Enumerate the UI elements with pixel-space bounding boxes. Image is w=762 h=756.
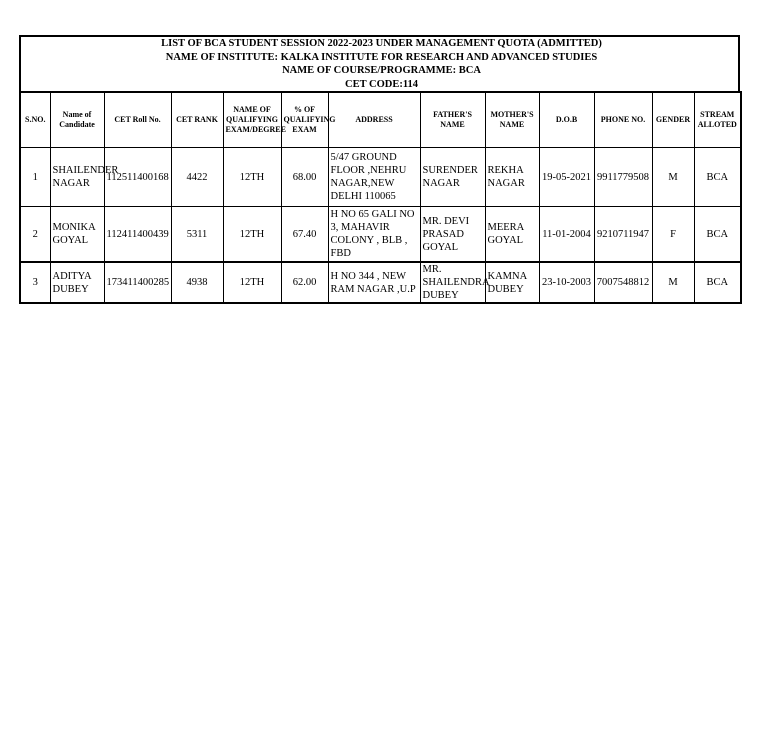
cell-father: MR. DEVI PRASAD GOYAL [420,207,485,263]
cell-stream: BCA [694,207,741,263]
cell-dob: 23-10-2003 [539,262,594,303]
cell-exam: 12TH [223,262,281,303]
title-line-2: NAME OF INSTITUTE: KALKA INSTITUTE FOR RESEARCH AND ADVANCED STUDIES [165,51,598,63]
table-row [20,207,741,263]
cell-percent: 62.00 [281,262,328,303]
col-header-dob: D.O.B [539,92,594,148]
cell-sno: 2 [20,207,50,263]
col-header-percent: % OF QUALIFYING EXAM [281,92,328,148]
col-header-phone: PHONE NO. [594,92,652,148]
col-header-stream: STREAM ALLOTED [694,92,741,148]
col-header-gender: GENDER [652,92,694,148]
cell-father: SURENDER NAGAR [420,148,485,207]
cell-stream: BCA [694,262,741,303]
cell-gender: M [652,262,694,303]
cell-rank: 4938 [171,262,223,303]
col-header-name: Name of Candidate [50,92,104,148]
cell-phone: 9210711947 [594,207,652,263]
cell-phone: 7007548812 [594,262,652,303]
cell-gender: M [652,148,694,207]
table-row [20,148,741,207]
cell-exam: 12TH [223,148,281,207]
cell-mother: REKHA NAGAR [485,148,539,207]
cell-phone: 9911779508 [594,148,652,207]
col-header-address: ADDRESS [328,92,420,148]
title-line-1: LIST OF BCA STUDENT SESSION 2022-2023 UNDER MANAGEMENT QUOTA (ADMITTED) [161,38,602,49]
cell-mother: MEERA GOYAL [485,207,539,263]
cell-roll: 112411400439 [104,207,171,263]
cell-roll: 112511400168 [104,148,171,207]
title-line-4: CET CODE:114 [344,78,419,90]
cell-sno: 3 [20,262,50,303]
cell-gender: F [652,207,694,263]
cell-rank: 5311 [171,207,223,263]
cell-sno: 1 [20,148,50,207]
cell-name: ADITYA DUBEY [50,262,104,303]
cell-address: 5/47 GROUND FLOOR ,NEHRU NAGAR,NEW DELHI 110065 [328,148,420,207]
col-header-mother: MOTHER'S NAME [485,92,539,148]
col-header-sno: S.NO. [20,92,50,148]
header-row [20,92,741,148]
cell-father: MR. SHAILENDRA DUBEY [420,262,485,303]
cell-dob: 19-05-2021 [539,148,594,207]
cell-roll: 173411400285 [104,262,171,303]
cell-stream: BCA [694,148,741,207]
cell-rank: 4422 [171,148,223,207]
table-row [20,262,741,303]
cell-address: H NO 344 , NEW RAM NAGAR ,U.P [328,262,420,303]
col-header-roll: CET Roll No. [104,92,171,148]
title-block [19,35,740,91]
cell-percent: 67.40 [281,207,328,263]
col-header-father: FATHER'S NAME [420,92,485,148]
col-header-exam: NAME OF QUALIFYING EXAM/DEGREE [223,92,281,148]
student-list-sheet [19,35,740,304]
cell-mother: KAMNA DUBEY [485,262,539,303]
title-line-3: NAME OF COURSE/PROGRAMME: BCA [282,65,481,76]
cell-address: H NO 65 GALI NO 3, MAHAVIR COLONY , BLB , FBD [328,207,420,263]
cell-name: SHAILENDER NAGAR [50,148,104,207]
cell-dob: 11-01-2004 [539,207,594,263]
student-table [19,91,742,304]
col-header-rank: CET RANK [171,92,223,148]
cell-exam: 12TH [223,207,281,263]
cell-percent: 68.00 [281,148,328,207]
cell-name: MONIKA GOYAL [50,207,104,263]
